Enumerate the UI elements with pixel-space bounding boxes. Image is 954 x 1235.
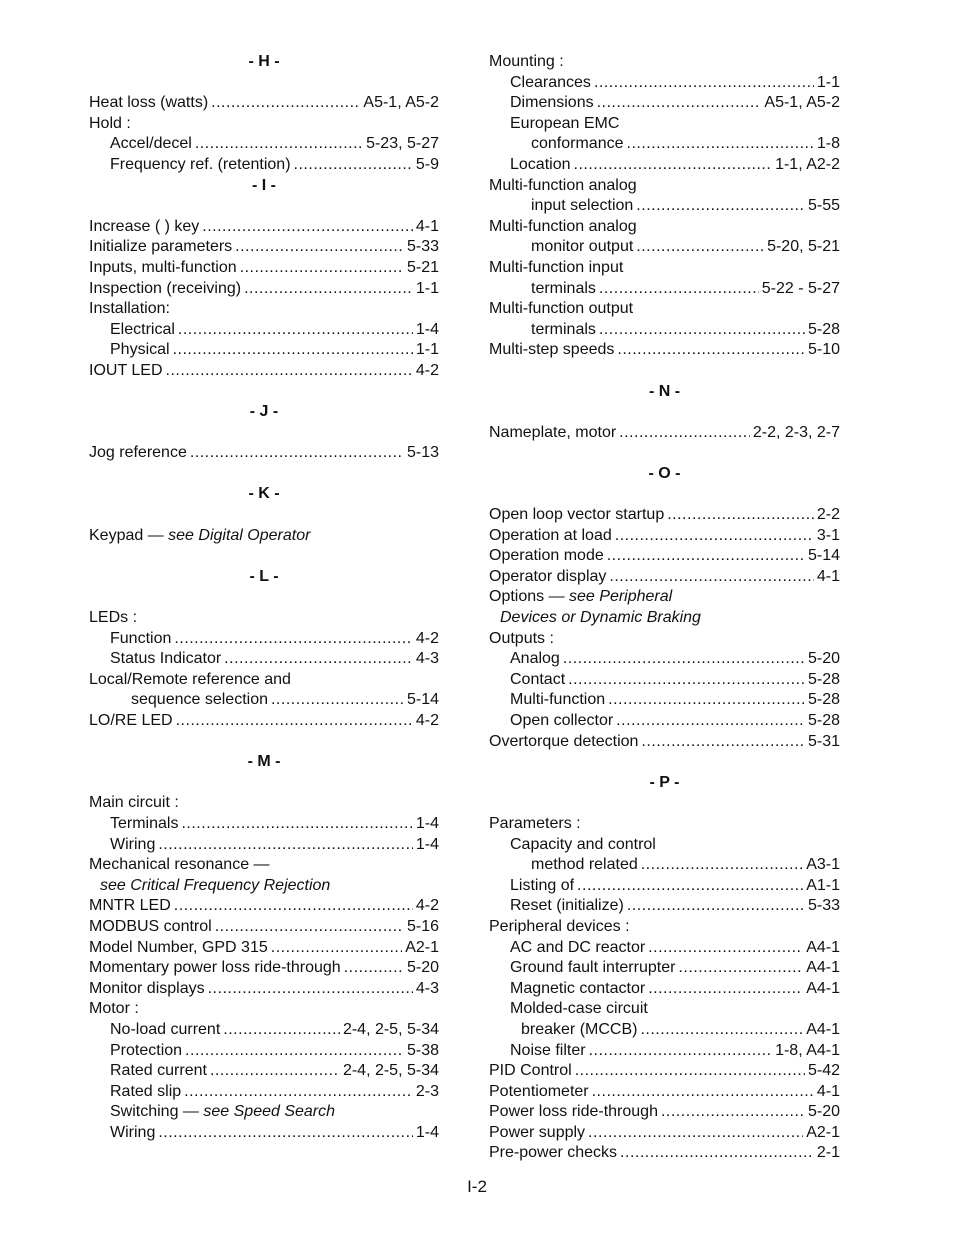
index-entry-term: Listing of	[510, 876, 575, 894]
index-entry-pages: A4-1	[806, 959, 840, 977]
dot-leader	[208, 979, 413, 1000]
index-entry	[489, 1041, 840, 1062]
index-entry-term: Ground fault interrupter	[510, 959, 676, 977]
index-column-right	[489, 52, 840, 1164]
blank-row	[489, 443, 840, 464]
section-heading: - J -	[249, 403, 279, 421]
index-term: Molded-case circuit	[510, 1000, 648, 1018]
index-entry-term: Monitor displays	[89, 979, 205, 997]
dot-leader	[173, 340, 413, 361]
dot-leader	[594, 73, 814, 94]
dot-leader	[344, 958, 404, 979]
index-entry-term: Contact	[510, 670, 566, 688]
index-term: Multi-function analog	[489, 217, 637, 235]
dot-leader	[215, 917, 404, 938]
index-entry-pages: A5-1, A5-2	[764, 94, 840, 112]
index-entry-term: Jog reference	[89, 444, 187, 462]
index-term: Outputs :	[489, 629, 554, 647]
blank-row	[89, 732, 439, 753]
dot-leader	[235, 237, 404, 258]
dot-leader	[616, 711, 805, 732]
section-heading: - N -	[648, 382, 681, 400]
index-entry-term: Operation mode	[489, 547, 604, 565]
index-entry	[489, 546, 840, 567]
index-entry	[489, 134, 840, 155]
cross-reference-text: see Peripheral	[569, 588, 673, 606]
index-term: Installation:	[89, 300, 170, 318]
index-entry-term: Multi-function	[510, 691, 606, 709]
index-term: Multi-function analog	[489, 176, 637, 194]
index-cross-reference	[489, 608, 840, 629]
blank-row	[489, 793, 840, 814]
dot-leader	[627, 134, 814, 155]
index-entry-pages: 4-2	[415, 712, 439, 729]
index-entry-pages: 5-16	[406, 917, 439, 935]
index-entry	[89, 1020, 439, 1041]
dot-leader	[202, 217, 413, 238]
index-entry	[489, 855, 840, 876]
index-entry-pages: A2-1	[806, 1123, 840, 1141]
index-entry-pages: 1-4	[415, 814, 439, 832]
index-entry	[489, 938, 840, 959]
index-term: Peripheral devices :	[489, 917, 630, 935]
index-entry-term: Potentiometer	[489, 1082, 589, 1100]
index-entry	[89, 320, 439, 341]
index-entry-term: Operator display	[489, 567, 607, 585]
dot-leader	[271, 690, 404, 711]
section-heading: - H -	[248, 53, 280, 70]
blank-row	[489, 484, 840, 505]
index-entry-pages: 5-55	[807, 197, 840, 215]
index-term: Parameters :	[489, 814, 581, 832]
dot-leader	[661, 1102, 805, 1123]
dot-leader	[211, 93, 360, 114]
blank-row	[89, 505, 439, 526]
index-entry-pages: 2-3	[415, 1082, 439, 1100]
index-entry	[489, 423, 840, 444]
index-entry	[89, 690, 439, 711]
index-entry-term: breaker (MCCB)	[521, 1020, 638, 1038]
index-entry-term: Magnetic contactor	[510, 979, 646, 997]
blank-row	[89, 546, 439, 567]
index-entry-term: IOUT LED	[89, 361, 163, 379]
blank-row	[89, 382, 439, 403]
dot-leader	[294, 155, 413, 176]
cross-reference-text: Devices or Dynamic Braking	[500, 609, 701, 627]
dot-leader	[184, 1082, 413, 1103]
index-entry	[89, 649, 439, 670]
index-entry-pages: 4-1	[816, 567, 840, 585]
dot-leader	[181, 814, 412, 835]
index-entry-pages: 5-33	[406, 238, 439, 256]
index-entry	[489, 1061, 840, 1082]
index-entry-term: No-load current	[110, 1020, 221, 1038]
index-entry-pages: A4-1	[806, 1020, 840, 1038]
index-entry	[89, 1041, 439, 1062]
index-term: Mechanical resonance —	[89, 856, 270, 874]
index-term-with-reference	[489, 587, 840, 608]
index-entry-pages: 1-1, A2-2	[775, 155, 840, 173]
index-entry-pages: 5-20, 5-21	[767, 238, 840, 256]
dot-leader	[619, 423, 750, 444]
index-entry	[489, 711, 840, 732]
index-entry-term: Analog	[510, 650, 560, 668]
index-entry-pages: 1-1	[415, 341, 439, 359]
index-entry	[89, 1123, 439, 1144]
index-entry	[89, 917, 439, 938]
index-entry-term: Multi-step speeds	[489, 341, 615, 359]
index-term: Mounting :	[489, 53, 564, 70]
index-entry	[489, 690, 840, 711]
dot-leader	[620, 1143, 814, 1164]
index-entry-term: sequence selection	[131, 691, 268, 709]
dot-leader	[158, 835, 413, 856]
index-entry-term: Power supply	[489, 1123, 586, 1141]
index-entry	[89, 979, 439, 1000]
dot-leader	[607, 546, 805, 567]
index-entry	[89, 134, 439, 155]
index-entry-term: terminals	[531, 320, 596, 338]
dot-leader	[563, 649, 805, 670]
index-entry	[89, 93, 439, 114]
blank-row	[89, 773, 439, 794]
index-entry-term: input selection	[531, 197, 634, 215]
index-entry-pages: 5-14	[406, 691, 439, 709]
index-entry-pages: 1-4	[415, 835, 439, 853]
dot-leader	[648, 979, 803, 1000]
index-term: Capacity and control	[510, 835, 656, 853]
index-entry	[89, 1061, 439, 1082]
index-entry	[89, 443, 439, 464]
index-entry-term: Nameplate, motor	[489, 423, 617, 441]
index-entry-pages: 3-1	[816, 526, 840, 544]
index-entry	[89, 711, 439, 732]
index-entry	[489, 567, 840, 588]
index-entry-pages: 5-14	[807, 547, 840, 565]
dot-leader	[577, 876, 803, 897]
index-entry-term: Initialize parameters	[89, 238, 233, 256]
index-entry-pages: 5-9	[415, 155, 439, 173]
index-entry	[489, 649, 840, 670]
index-entry-pages: 4-1	[415, 217, 439, 235]
dot-leader	[641, 732, 805, 753]
index-entry-term: Operation at load	[489, 526, 612, 544]
dot-leader	[176, 711, 413, 732]
blank-row	[89, 196, 439, 217]
index-entry-pages: 4-2	[415, 361, 439, 379]
index-entry-term: Heat loss (watts)	[89, 94, 209, 112]
index-entry-pages: A4-1	[806, 938, 840, 956]
index-entry-term: Model Number, GPD 315	[89, 938, 268, 956]
index-entry-pages: A4-1	[806, 979, 840, 997]
dot-leader	[174, 629, 413, 650]
section-heading: - O -	[648, 464, 681, 482]
index-entry-term: Frequency ref. (retention)	[110, 155, 291, 173]
dot-leader	[640, 1020, 803, 1041]
dot-leader	[195, 134, 363, 155]
index-entry-pages: 1-8, A4-1	[775, 1041, 840, 1059]
index-term-text: Switching —	[110, 1103, 204, 1121]
index-term-with-reference	[89, 526, 439, 547]
index-entry	[89, 1082, 439, 1103]
index-entry-pages: 5-22 - 5-27	[761, 279, 840, 297]
index-entry	[489, 155, 840, 176]
dot-leader	[617, 340, 805, 361]
index-entry	[489, 526, 840, 547]
index-entry-pages: 2-4, 2-5, 5-34	[342, 1062, 439, 1080]
index-entry-term: Electrical	[110, 320, 175, 338]
index-term: Motor :	[89, 1000, 139, 1018]
cross-reference-text: see Digital Operator	[168, 526, 311, 544]
index-entry-pages: A5-1, A5-2	[363, 94, 439, 112]
index-entry	[489, 1123, 840, 1144]
index-term: Main circuit :	[89, 794, 179, 812]
index-entry-pages: 5-28	[807, 712, 840, 729]
index-entry-pages: 5-31	[807, 732, 840, 750]
index-entry	[89, 340, 439, 361]
index-entry	[489, 279, 840, 300]
index-entry-pages: 4-2	[415, 629, 439, 647]
index-entry-term: Accel/decel	[110, 135, 192, 153]
index-entry-pages: 1-1	[816, 73, 840, 91]
index-entry	[89, 361, 439, 382]
index-entry	[89, 896, 439, 917]
cross-reference-text: see Speed Search	[203, 1103, 336, 1121]
dot-leader	[597, 93, 762, 114]
dot-leader	[641, 855, 803, 876]
section-heading: - M -	[247, 753, 281, 771]
index-entry-term: Location	[510, 155, 571, 173]
index-entry-term: Wiring	[110, 835, 156, 853]
index-entry	[489, 958, 840, 979]
dot-leader	[589, 1041, 772, 1062]
index-entry	[89, 155, 439, 176]
index-entry	[489, 73, 840, 94]
dot-leader	[627, 896, 805, 917]
blank-row	[89, 423, 439, 444]
index-entry-term: Momentary power loss ride-through	[89, 959, 341, 977]
index-cross-reference	[89, 876, 439, 897]
dot-leader	[158, 1123, 413, 1144]
index-entry-pages: 1-8	[816, 135, 840, 153]
index-entry	[89, 279, 439, 300]
dot-leader	[178, 320, 413, 341]
index-entry-pages: 5-23, 5-27	[366, 135, 439, 153]
index-entry-term: Dimensions	[510, 94, 594, 112]
dot-leader	[223, 1020, 340, 1041]
index-entry-term: Power loss ride-through	[489, 1103, 658, 1121]
index-entry-pages: A3-1	[806, 856, 840, 874]
index-entry	[89, 237, 439, 258]
index-entry	[489, 670, 840, 691]
section-heading: - L -	[249, 567, 279, 585]
dot-leader	[240, 258, 404, 279]
dot-leader	[575, 1061, 805, 1082]
index-entry	[489, 876, 840, 897]
index-entry-pages: 1-4	[415, 320, 439, 338]
index-entry-pages: 5-38	[406, 1041, 439, 1059]
index-entry-pages: 5-33	[807, 897, 840, 915]
index-entry	[489, 93, 840, 114]
index-entry-pages: 5-10	[807, 341, 840, 359]
index-entry-pages: 5-20	[807, 1103, 840, 1121]
section-heading: - I -	[252, 176, 276, 194]
index-entry	[89, 835, 439, 856]
dot-leader	[608, 690, 805, 711]
index-entry-term: Clearances	[510, 73, 591, 91]
dot-leader	[609, 567, 813, 588]
index-entry-pages: 4-3	[415, 650, 439, 668]
index-term: Hold :	[89, 114, 131, 132]
index-entry-term: AC and DC reactor	[510, 938, 646, 956]
index-entry-term: method related	[531, 856, 638, 874]
index-entry-term: terminals	[531, 279, 596, 297]
index-term: Local/Remote reference and	[89, 670, 291, 688]
index-entry	[89, 958, 439, 979]
dot-leader	[166, 361, 413, 382]
dot-leader	[678, 958, 803, 979]
index-entry-pages: 5-13	[406, 444, 439, 462]
index-entry-term: Increase ( ) key	[89, 217, 200, 235]
index-entry-pages: A2-1	[405, 938, 439, 956]
index-entry-term: Rated slip	[110, 1082, 182, 1100]
dot-leader	[648, 938, 803, 959]
index-entry-term: Inputs, multi-function	[89, 258, 237, 276]
dot-leader	[667, 505, 814, 526]
index-entry	[89, 814, 439, 835]
index-entry-pages: 5-28	[807, 691, 840, 709]
dot-leader	[271, 938, 402, 959]
dot-leader	[210, 1061, 340, 1082]
index-entry-term: Reset (initialize)	[510, 897, 624, 915]
dot-leader	[574, 155, 773, 176]
index-entry-pages: 1-4	[415, 1123, 439, 1141]
index-entry-term: Status Indicator	[110, 650, 222, 668]
index-term: Multi-function input	[489, 258, 624, 276]
index-entry	[489, 340, 840, 361]
blank-row	[89, 464, 439, 485]
index-entry	[489, 237, 840, 258]
index-entry-term: conformance	[531, 135, 624, 153]
dot-leader	[592, 1082, 814, 1103]
dot-leader	[615, 526, 814, 547]
index-entry	[489, 1143, 840, 1164]
blank-row	[489, 361, 840, 382]
index-entry	[89, 258, 439, 279]
index-entry-pages: 4-2	[415, 897, 439, 915]
index-entry-term: Physical	[110, 341, 170, 359]
index-entry	[89, 938, 439, 959]
index-term-text: Options —	[489, 588, 570, 606]
dot-leader	[190, 443, 404, 464]
index-entry-pages: 4-3	[415, 979, 439, 997]
index-entry	[89, 217, 439, 238]
index-entry	[489, 196, 840, 217]
index-entry-pages: 5-28	[807, 320, 840, 338]
index-entry-term: Function	[110, 629, 172, 647]
blank-row	[89, 587, 439, 608]
index-entry-pages: 2-2, 2-3, 2-7	[752, 423, 840, 441]
blank-row	[489, 402, 840, 423]
index-entry-term: Open loop vector startup	[489, 506, 665, 524]
dot-leader	[599, 279, 759, 300]
index-entry	[489, 732, 840, 753]
index-entry-pages: 2-4, 2-5, 5-34	[342, 1020, 439, 1038]
blank-row	[489, 752, 840, 773]
index-entry	[489, 1102, 840, 1123]
index-entry	[489, 979, 840, 1000]
index-entry	[489, 320, 840, 341]
index-entry-term: MNTR LED	[89, 897, 171, 915]
index-entry-term: Wiring	[110, 1123, 156, 1141]
page-number: I-2	[467, 1177, 487, 1196]
index-entry-term: Open collector	[510, 712, 614, 729]
index-entry-pages: 5-28	[807, 670, 840, 688]
index-entry-term: Rated current	[110, 1062, 207, 1080]
index-term-text: Keypad —	[89, 526, 169, 544]
index-entry-pages: 5-42	[807, 1062, 840, 1080]
index-entry-term: Protection	[110, 1041, 183, 1059]
index-entry-term: MODBUS control	[89, 917, 212, 935]
index-entry	[489, 896, 840, 917]
dot-leader	[588, 1123, 803, 1144]
index-entry-pages: 5-21	[406, 258, 439, 276]
index-entry-pages: 5-20	[406, 959, 439, 977]
index-entry	[489, 1020, 840, 1041]
index-term: European EMC	[510, 114, 620, 132]
index-entry-term: Pre-power checks	[489, 1144, 618, 1162]
index-entry-term: Noise filter	[510, 1041, 586, 1059]
dot-leader	[185, 1041, 404, 1062]
index-entry	[489, 505, 840, 526]
index-entry-pages: 2-1	[816, 1144, 840, 1162]
dot-leader	[244, 279, 413, 300]
dot-leader	[568, 670, 805, 691]
index-entry-pages: 1-1	[415, 279, 439, 297]
index-entry-pages: 2-2	[816, 506, 840, 524]
dot-leader	[224, 649, 413, 670]
index-entry	[89, 629, 439, 650]
index-entry-pages: 4-1	[816, 1082, 840, 1100]
section-heading: - P -	[649, 773, 680, 791]
index-entry-term: Terminals	[110, 814, 179, 832]
index-term-with-reference	[89, 1102, 439, 1123]
index-entry-term: PID Control	[489, 1062, 572, 1080]
index-entry-term: Inspection (receiving)	[89, 279, 242, 297]
dot-leader	[636, 196, 805, 217]
index-entry-term: LO/RE LED	[89, 712, 173, 729]
cross-reference-text: see Critical Frequency Rejection	[100, 876, 331, 894]
index-entry-term: monitor output	[531, 238, 634, 256]
index-column-left	[89, 52, 439, 1143]
index-entry-term: Overtorque detection	[489, 732, 639, 750]
dot-leader	[599, 320, 805, 341]
section-heading: - K -	[248, 485, 280, 503]
index-term: LEDs :	[89, 609, 138, 627]
dot-leader	[174, 896, 413, 917]
index-entry-pages: 5-20	[807, 650, 840, 668]
index-entry-pages: A1-1	[806, 876, 840, 894]
blank-row	[89, 73, 439, 94]
index-entry	[489, 1082, 840, 1103]
dot-leader	[636, 237, 764, 258]
index-term: Multi-function output	[489, 300, 634, 318]
